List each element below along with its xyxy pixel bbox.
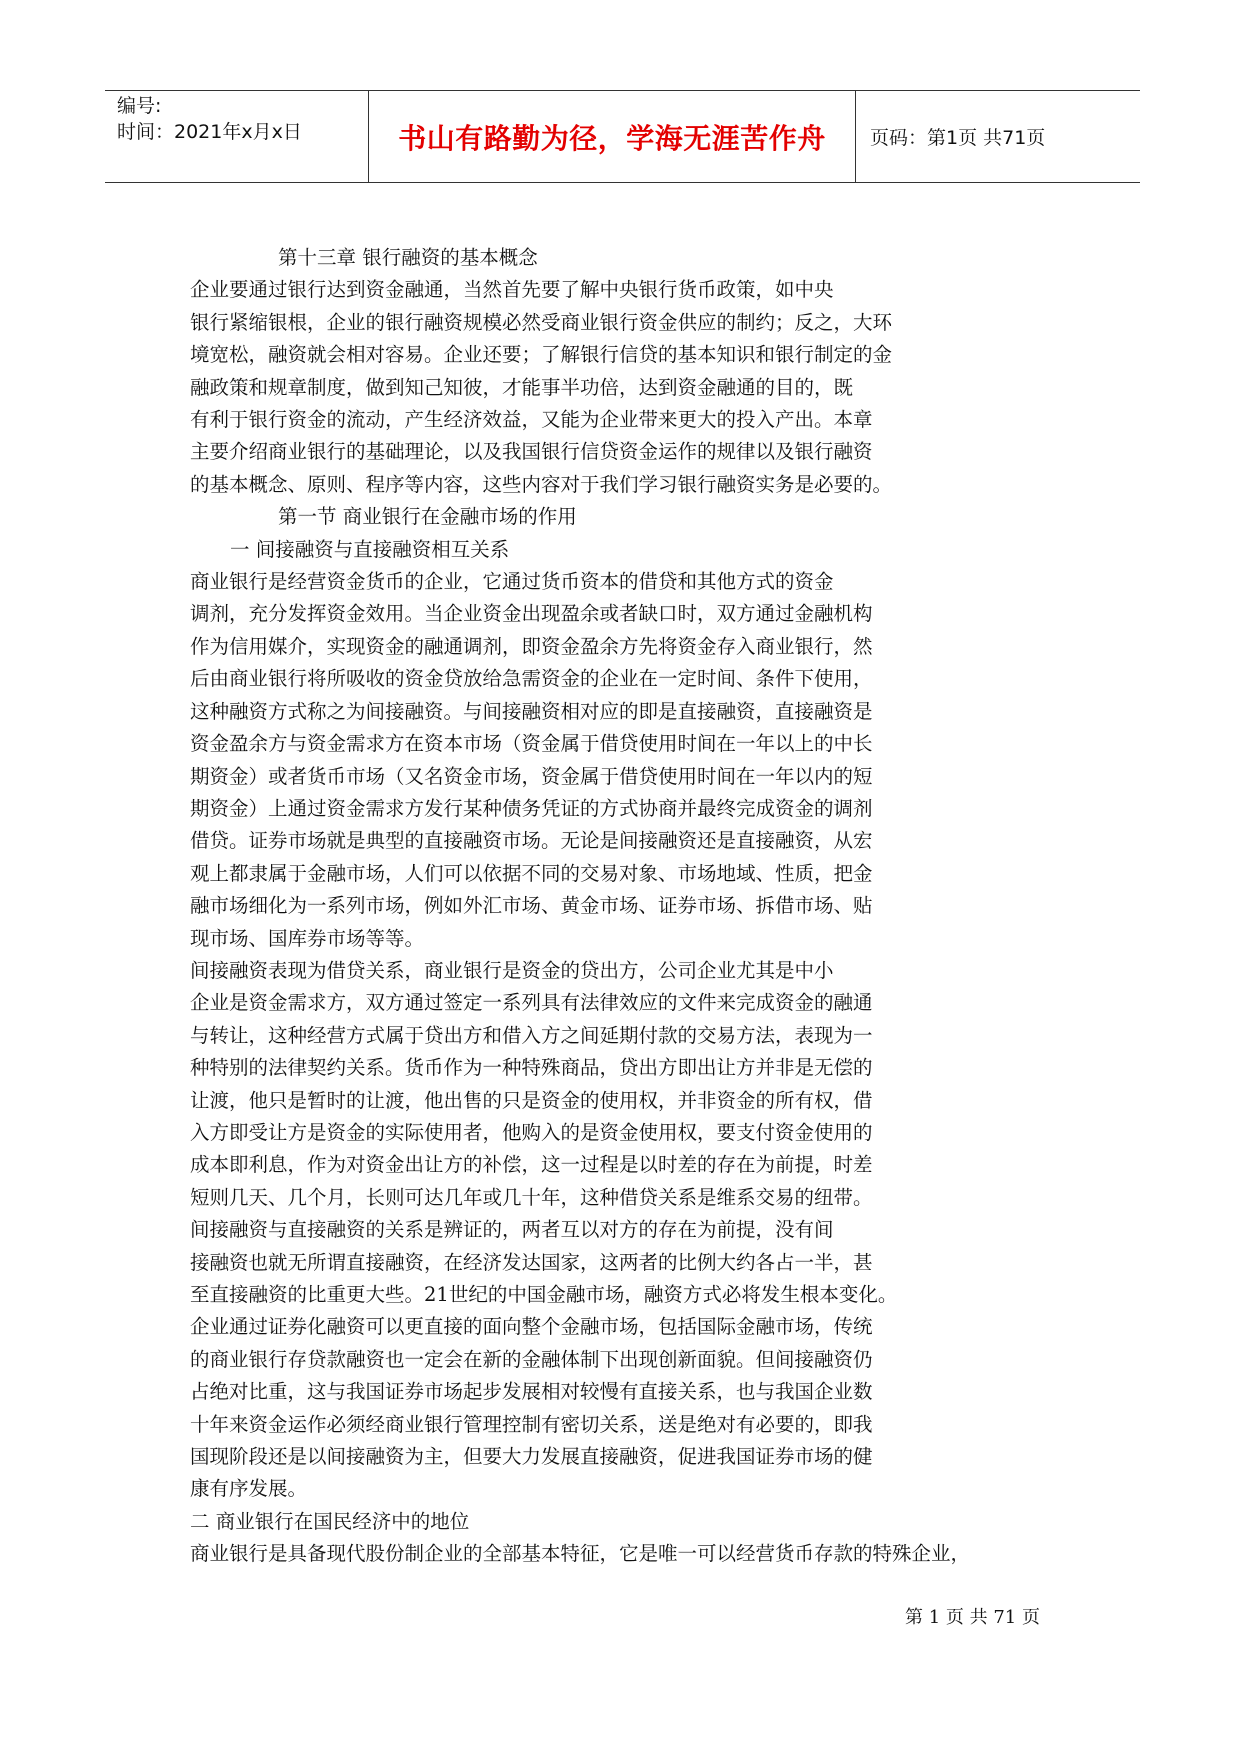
paragraph-line: 与转让，这种经营方式属于贷出方和借入方之间延期付款的交易方法，表现为一 <box>190 1023 873 1047</box>
paragraph-line: 企业通过证券化融资可以更直接的面向整个金融市场，包括国际金融市场，传统 <box>190 1315 873 1339</box>
paragraph-line: 期资金）上通过资金需求方发行某种债务凭证的方式协商并最终完成资金的调剂 <box>190 796 873 820</box>
section-title: 第一节 商业银行在金融市场的作用 <box>278 505 577 529</box>
paragraph-line: 让渡，他只是暂时的让渡，他出售的只是资金的使用权，并非资金的所有权，借 <box>190 1088 873 1112</box>
paragraph-line: 占绝对比重，这与我国证券市场起步发展相对较慢有直接关系，也与我国企业数 <box>190 1380 873 1404</box>
paragraph-line: 融政策和规章制度，做到知己知彼，才能事半功倍，达到资金融通的目的，既 <box>190 375 854 399</box>
paragraph-line: 有利于银行资金的流动，产生经济效益，又能为企业带来更大的投入产出。本章 <box>190 408 873 432</box>
paragraph-line: 的商业银行存贷款融资也一定会在新的金融体制下出现创新面貌。但间接融资仍 <box>190 1347 873 1371</box>
paragraph-line: 种特别的法律契约关系。货币作为一种特殊商品，贷出方即出让方并非是无偿的 <box>190 1056 873 1080</box>
paragraph-line: 商业银行是经营资金货币的企业，它通过货币资本的借贷和其他方式的资金 <box>190 570 834 594</box>
paragraph-line: 境宽松，融资就会相对容易。企业还要；了解银行信贷的基本知识和银行制定的金 <box>190 343 893 367</box>
paragraph-line: 国现阶段还是以间接融资为主，但要大力发展直接融资，促进我国证券市场的健 <box>190 1445 873 1469</box>
paragraph-line: 的基本概念、原则、程序等内容，这些内容对于我们学习银行融资实务是必要的。 <box>190 472 893 496</box>
paragraph-line: 康有序发展。 <box>190 1477 308 1501</box>
paragraph-line: 间接融资与直接融资的关系是辨证的，两者互以对方的存在为前提，没有间 <box>190 1218 834 1242</box>
page-footer: 第 1 页 共 71 页 <box>905 1607 1040 1628</box>
time-label: 时间：2021年x月x日 <box>117 121 302 143</box>
header-meta <box>105 91 369 182</box>
paragraph-line: 十年来资金运作必须经商业银行管理控制有密切关系，送是绝对有必要的，即我 <box>190 1412 873 1436</box>
header-page-info: 页码：第1页 共71页 <box>870 127 1046 149</box>
paragraph-line: 主要介绍商业银行的基础理论，以及我国银行信贷资金运作的规律以及银行融资 <box>190 440 873 464</box>
paragraph-line: 资金盈余方与资金需求方在资本市场（资金属于借贷使用时间在一年以上的中长 <box>190 732 873 756</box>
paragraph-line: 观上都隶属于金融市场，人们可以依据不同的交易对象、市场地域、性质，把金 <box>190 861 873 885</box>
paragraph-line: 银行紧缩银根，企业的银行融资规模必然受商业银行资金供应的制约；反之，大环 <box>190 310 893 334</box>
header-motto: 书山有路勤为径，学海无涯苦作舟 <box>369 91 856 182</box>
subsection-title: 二 商业银行在国民经济中的地位 <box>190 1509 470 1533</box>
paragraph-line: 入方即受让方是资金的实际使用者，他购入的是资金使用权，要支付资金使用的 <box>190 1120 873 1144</box>
chapter-title: 第十三章 银行融资的基本概念 <box>278 246 538 269</box>
paragraph-line: 短则几天、几个月，长则可达几年或几十年，这种借贷关系是维系交易的纽带。 <box>190 1185 873 1209</box>
subsection-title: 一 间接融资与直接融资相互关系 <box>230 537 510 561</box>
paragraph-line: 企业要通过银行达到资金融通，当然首先要了解中央银行货币政策，如中央 <box>190 278 834 302</box>
paragraph-line: 调剂，充分发挥资金效用。当企业资金出现盈余或者缺口时，双方通过金融机构 <box>190 602 873 626</box>
document-body <box>190 242 990 1571</box>
paragraph-line: 成本即利息，作为对资金出让方的补偿，这一过程是以时差的存在为前提，时差 <box>190 1153 873 1177</box>
paragraph-line: 现市场、国库券市场等等。 <box>190 926 425 950</box>
paragraph-line: 接融资也就无所谓直接融资，在经济发达国家，这两者的比例大约各占一半，甚 <box>190 1250 873 1274</box>
page-header <box>105 90 1140 183</box>
paragraph-line: 融市场细化为一系列市场，例如外汇市场、黄金市场、证券市场、拆借市场、贴 <box>190 894 873 918</box>
number-label: 编号: <box>117 95 162 117</box>
paragraph-line: 间接融资表现为借贷关系，商业银行是资金的贷出方，公司企业尤其是中小 <box>190 958 834 982</box>
paragraph-line: 借贷。证券市场就是典型的直接融资市场。无论是间接融资还是直接融资，从宏 <box>190 829 873 853</box>
paragraph-line: 期资金）或者货币市场（又名资金市场，资金属于借贷使用时间在一年以内的短 <box>190 764 873 788</box>
paragraph-line: 企业是资金需求方，双方通过签定一系列具有法律效应的文件来完成资金的融通 <box>190 991 873 1015</box>
paragraph-line: 这种融资方式称之为间接融资。与间接融资相对应的即是直接融资，直接融资是 <box>190 699 873 723</box>
paragraph-line: 商业银行是具备现代股份制企业的全部基本特征，它是唯一可以经营货币存款的特殊企业， <box>190 1542 971 1566</box>
paragraph-line: 至直接融资的比重更大些。21世纪的中国金融市场，融资方式必将发生根本变化。 <box>190 1283 898 1306</box>
paragraph-line: 后由商业银行将所吸收的资金贷放给急需资金的企业在一定时间、条件下使用， <box>190 667 873 691</box>
paragraph-line: 作为信用媒介，实现资金的融通调剂，即资金盈余方先将资金存入商业银行，然 <box>190 634 873 658</box>
